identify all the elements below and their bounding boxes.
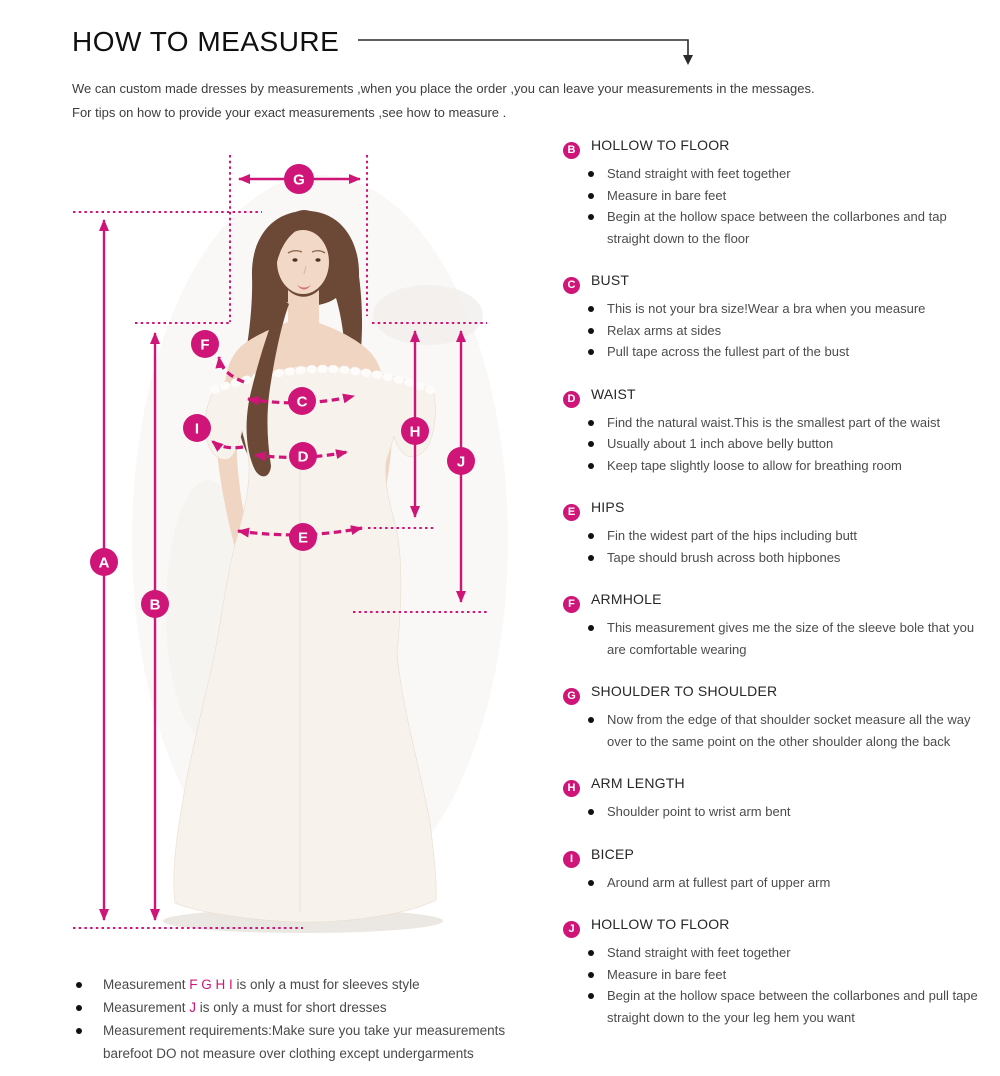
instruction-list: [563, 298, 988, 363]
marker-badge-B: [141, 590, 169, 618]
section-heading: WAIST: [591, 385, 636, 402]
measurement-notes: [70, 973, 520, 1065]
accent-letter: J: [189, 1000, 197, 1015]
instruction-bullet: Around arm at fullest part of upper arm: [563, 872, 988, 894]
measure-section: [563, 774, 988, 823]
measure-section: [563, 682, 988, 752]
svg-text:I: I: [194, 420, 200, 438]
instruction-bullet: Shoulder point to wrist arm bent: [563, 801, 988, 823]
marker-badge-E: [289, 523, 317, 551]
letter-badge: C: [563, 277, 580, 294]
note-item: Measurement J is only a must for short dresses: [70, 996, 520, 1019]
section-heading: HOLLOW TO FLOOR: [591, 916, 730, 932]
svg-text:G: G: [293, 171, 305, 189]
measure-section: [563, 136, 988, 249]
note-item: Measurement F G H I is only a must for sleeves style: [70, 973, 520, 996]
letter-badge: D: [563, 391, 580, 408]
instruction-bullet: Fin the widest part of the hips including butt: [563, 525, 988, 547]
measure-section: [563, 271, 988, 363]
svg-text:H: H: [409, 423, 421, 441]
instruction-bullet: Now from the edge of that shoulder socket measure all the way over to the same point on the other shoulder along the back: [563, 709, 988, 752]
measure-section: [563, 590, 988, 660]
section-heading: ARM LENGTH: [591, 775, 685, 791]
instruction-bullet: Measure in bare feet: [563, 964, 988, 986]
section-heading: HIPS: [591, 499, 625, 515]
instruction-bullet: Measure in bare feet: [563, 185, 988, 207]
measure-section: [563, 845, 988, 894]
marker-badge-D: [289, 442, 317, 470]
instruction-bullet: Pull tape across the fullest part of the bust: [563, 341, 988, 363]
section-heading: ARMHOLE: [591, 591, 662, 607]
measure-section: [563, 498, 988, 568]
instruction-bullet: This measurement gives me the size of the sleeve bole that you are comfortable wearing: [563, 617, 988, 660]
section-heading: BUST: [591, 272, 630, 288]
instruction-list: [563, 801, 988, 823]
marker-badge-F: [191, 330, 219, 358]
section-heading: SHOULDER TO SHOULDER: [591, 683, 778, 699]
intro-line-1: We can custom made dresses by measurements ,when you place the order ,you can leave your measurements in the messages.: [72, 81, 815, 96]
svg-text:B: B: [149, 596, 161, 614]
measure-section: [563, 385, 988, 477]
instruction-list: [563, 163, 988, 249]
measurement-diagram: [60, 140, 510, 970]
instruction-bullet: Find the natural waist.This is the smallest part of the waist: [563, 412, 988, 434]
instruction-list: [563, 617, 988, 660]
marker-badge-I: [183, 414, 211, 442]
model-illustration: [132, 175, 508, 933]
letter-badge: H: [563, 780, 580, 797]
marker-badge-G: [284, 164, 314, 194]
marker-badge-H: [401, 417, 429, 445]
svg-text:A: A: [98, 554, 110, 572]
instruction-list: [563, 872, 988, 894]
svg-text:F: F: [200, 336, 210, 354]
letter-badge: J: [563, 921, 580, 938]
svg-text:E: E: [297, 529, 309, 547]
instruction-bullet: Begin at the hollow space between the collarbones and tap straight down to the floor: [563, 206, 988, 249]
instruction-bullet: Usually about 1 inch above belly button: [563, 433, 988, 455]
letter-badge: E: [563, 504, 580, 521]
letter-badge: B: [563, 142, 580, 159]
intro-line-2: For tips on how to provide your exact measurements ,see how to measure .: [72, 105, 507, 120]
instruction-list: [563, 525, 988, 568]
measurement-instructions: [563, 136, 988, 1050]
instruction-bullet: Relax arms at sides: [563, 320, 988, 342]
svg-text:C: C: [296, 393, 308, 411]
accent-letter: F G H I: [189, 977, 233, 992]
instruction-bullet: Stand straight with feet together: [563, 942, 988, 964]
letter-badge: F: [563, 596, 580, 613]
instruction-list: [563, 412, 988, 477]
svg-text:D: D: [297, 448, 309, 466]
page-title: HOW TO MEASURE: [72, 26, 340, 57]
marker-badge-A: [90, 548, 118, 576]
note-item: Measurement requirements:Make sure you take yur measurements barefoot DO not measure over clothing except undergarments: [70, 1019, 520, 1065]
letter-badge: G: [563, 688, 580, 705]
instruction-bullet: This is not your bra size!Wear a bra when you measure: [563, 298, 988, 320]
section-heading: HOLLOW TO FLOOR: [591, 137, 730, 153]
svg-text:J: J: [456, 453, 466, 471]
measure-section: [563, 915, 988, 1028]
instruction-bullet: Stand straight with feet together: [563, 163, 988, 185]
instruction-bullet: Begin at the hollow space between the collarbones and pull tape straight down to the your leg hem you want: [563, 985, 988, 1028]
instruction-list: [563, 709, 988, 752]
instruction-bullet: Tape should brush across both hipbones: [563, 547, 988, 569]
section-heading: BICEP: [591, 845, 635, 862]
instruction-bullet: Keep tape slightly loose to allow for breathing room: [563, 455, 988, 477]
letter-badge: I: [563, 851, 580, 868]
marker-badge-C: [288, 387, 316, 415]
marker-badge-J: [447, 447, 475, 475]
instruction-list: [563, 942, 988, 1028]
